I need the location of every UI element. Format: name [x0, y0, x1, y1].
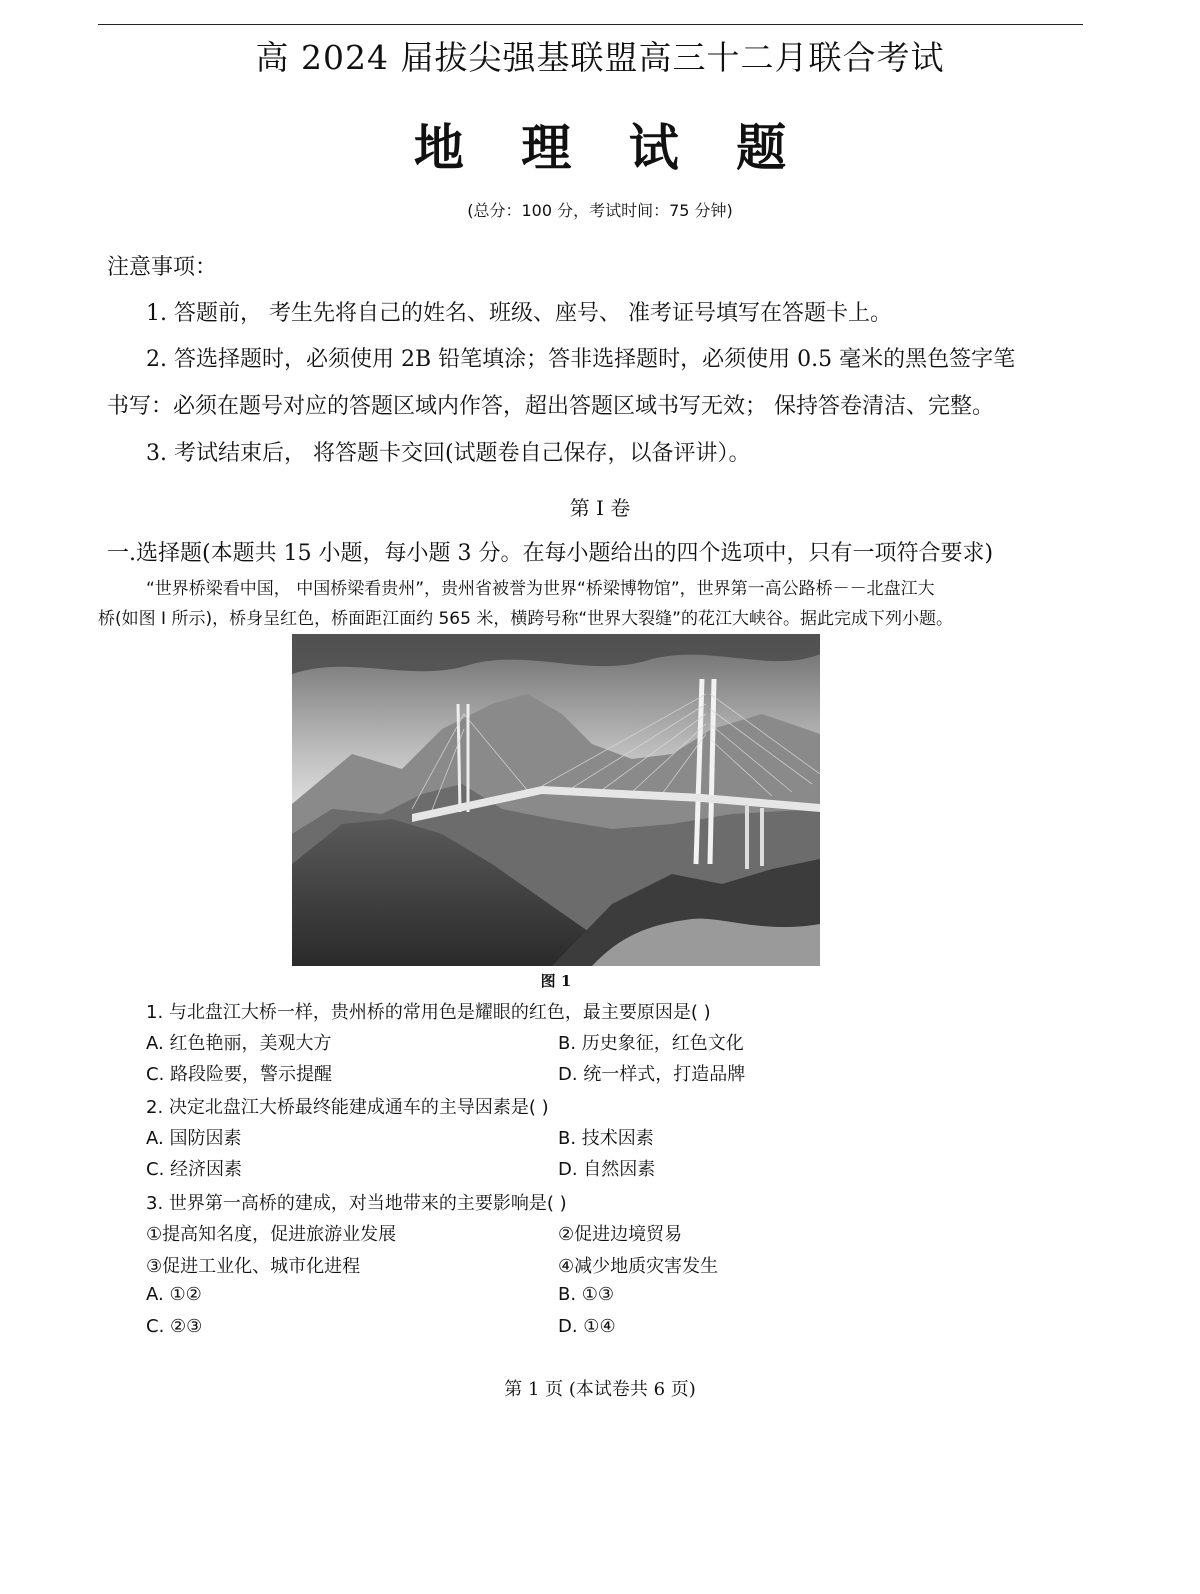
question-3-option-c: C. ②③: [146, 1316, 203, 1337]
subject-title: 地 理 试 题: [413, 118, 807, 177]
bridge-photo: [292, 634, 820, 966]
intro-line-1: “世界桥梁看中国， 中国桥梁看贵州”，贵州省被誉为世界“桥梁博物馆”，世界第一高公路桥－－北盘江大: [146, 579, 935, 599]
question-1-option-b: B. 历史象征，红色文化: [558, 1033, 744, 1054]
question-2-option-d: D. 自然因素: [558, 1159, 656, 1180]
question-3-statement-4: ④减少地质灾害发生: [558, 1256, 719, 1277]
question-1-stem: 1. 与北盘江大桥一样，贵州桥的常用色是耀眼的红色，最主要原因是( ): [146, 1002, 711, 1023]
question-3-stem: 3. 世界第一高桥的建成，对当地带来的主要影响是( ): [146, 1193, 567, 1214]
question-1-option-d: D. 统一样式，打造品牌: [558, 1064, 746, 1085]
question-1-option-a: A. 红色艳丽，美观大方: [146, 1033, 332, 1054]
notice-item-3: 3. 考试结束后， 将答题卡交回(试题卷自己保存，以备评讲）。: [146, 441, 751, 466]
top-rule: [98, 24, 1083, 25]
question-3-statement-3: ③促进工业化、城市化进程: [146, 1256, 361, 1277]
question-2-stem: 2. 决定北盘江大桥最终能建成通车的主导因素是( ): [146, 1097, 549, 1118]
question-2-option-b: B. 技术因素: [558, 1128, 654, 1149]
notice-item-2-cont: 书写：必须在题号对应的答题区域内作答，超出答题区域书写无效； 保持答卷清洁、完整。: [107, 394, 994, 419]
exam-title: 高 2024 届拔尖强基联盟高三十二月联合考试: [255, 38, 945, 77]
intro-line-2: 桥(如图 I 所示)，桥身呈红色，桥面距江面约 565 米，横跨号称“世界大裂缝”的花江大峡谷。据此完成下列小题。: [98, 609, 953, 629]
question-3-option-d: D. ①④: [558, 1316, 616, 1337]
notice-item-2: 2. 答选择题时，必须使用 2B 铅笔填涂；答非选择题时，必须使用 0.5 毫米的黑色签字笔: [146, 347, 1016, 372]
page-footer: 第 1 页 (本试卷共 6 页): [504, 1379, 696, 1400]
question-2-option-a: A. 国防因素: [146, 1128, 242, 1149]
figure-caption: 图 1: [540, 972, 572, 990]
volume-label: 第 I 卷: [569, 496, 631, 520]
question-1-option-c: C. 路段险要，警示提醒: [146, 1064, 333, 1085]
notice-heading: 注意事项：: [107, 255, 218, 280]
section-heading: 一.选择题(本题共 15 小题，每小题 3 分。在每小题给出的四个选项中，只有一项符合要求): [107, 541, 994, 566]
notice-item-1: 1. 答题前， 考生先将自己的姓名、班级、座号、 准考证号填写在答题卡上。: [146, 301, 892, 326]
question-3-option-b: B. ①③: [558, 1284, 615, 1305]
question-3-statement-1: ①提高知名度，促进旅游业发展: [146, 1224, 397, 1245]
question-2-option-c: C. 经济因素: [146, 1159, 243, 1180]
question-3-option-a: A. ①②: [146, 1284, 202, 1305]
score-time-line: (总分：100 分，考试时间：75 分钟): [467, 201, 733, 220]
question-3-statement-2: ②促进边境贸易: [558, 1224, 683, 1245]
